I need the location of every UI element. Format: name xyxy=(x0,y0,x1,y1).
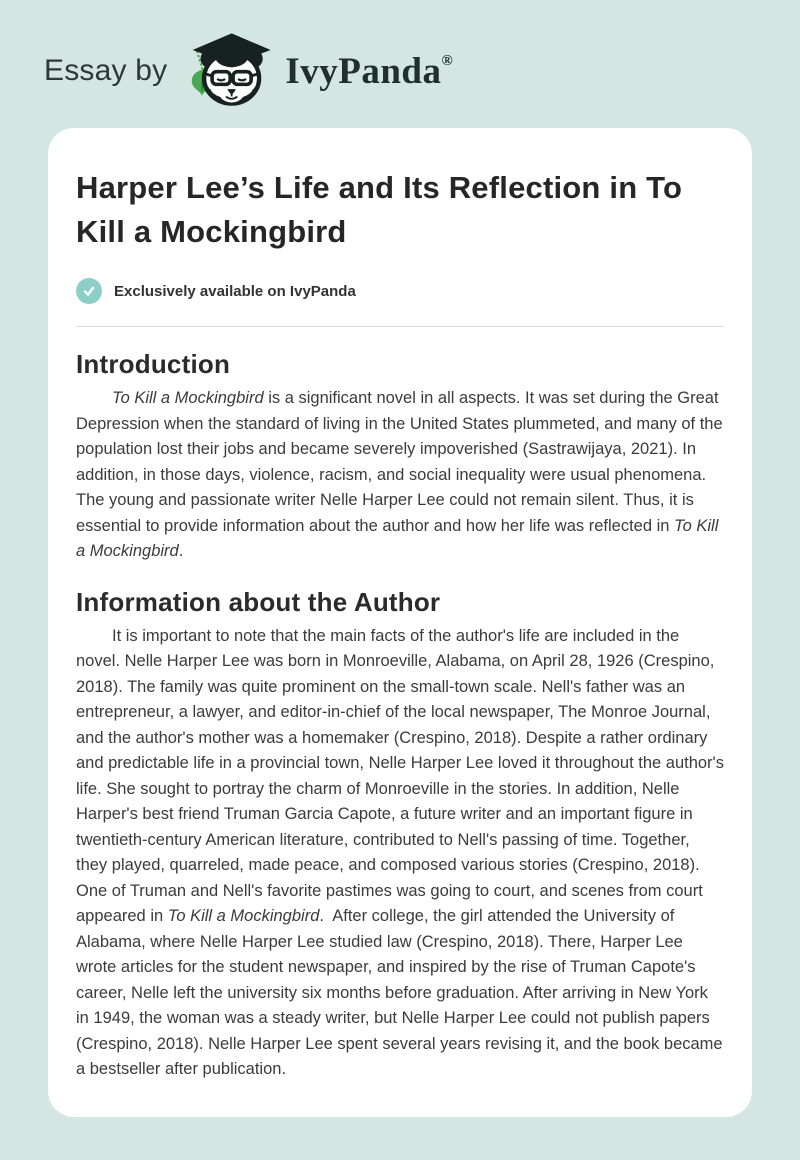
sections xyxy=(76,349,724,1083)
essay-section xyxy=(76,349,724,565)
essay-by-text: Essay by xyxy=(44,54,168,87)
availability-label: Exclusively available on IvyPanda xyxy=(114,282,356,300)
essay-section xyxy=(76,587,724,1083)
availability-badge xyxy=(76,278,724,304)
divider xyxy=(76,326,724,327)
essay-paragraph xyxy=(76,386,724,565)
section-heading: Introduction xyxy=(76,349,231,379)
essay-title: Harper Lee’s Life and Its Reflection in To Kill a Mockingbird xyxy=(76,170,683,249)
book-title-italic: To Kill a Mockingbird xyxy=(76,516,719,560)
text-run: . xyxy=(178,542,184,560)
check-icon xyxy=(76,278,102,304)
essay-paragraph xyxy=(76,624,724,1083)
brand-name xyxy=(285,50,453,93)
section-heading: Information about the Author xyxy=(76,586,441,617)
book-title-italic: To Kill a Mockingbird xyxy=(167,907,320,925)
panda-graduate-logo-icon xyxy=(181,28,275,114)
site-header xyxy=(0,0,800,112)
text-run: It is important to note that the main facts of the author's life are included in the novel. Nelle Harper Lee was born in Monroeville, Alabama, on April 28, 1926 (Crespino, 2018). The family was quite prominent on the small-town scale. Nell's father was an entrepreneur, a lawyer, and editor-in-chief of the local newspaper, The Monroe Journal, and the author's mother was a homemaker (Crespino, 2018). Despite a rather ordinary and predictable life in a provincial town, Nelle Harper Lee loved it throughout the author's life. She sought to portray the charm of Monroeville in the stories. In addition, Nelle Harper's best friend Truman Garcia Capote, a future writer and an important figure in twentieth-century American literature, contributed to Nell's passing of time. Together, they played, quarreled, made peace, and composed various stories (Crespino, 2018). One of Truman and Nell's favorite pastimes was going to court, and scenes from court appeared in xyxy=(76,626,724,925)
registered-mark: ® xyxy=(441,52,454,69)
content-card xyxy=(48,128,752,1117)
text-run: . After college, the girl attended the University of Alabama, where Nelle Harper Lee studied law (Crespino, 2018). There, Harper Lee wrote articles for the student newspaper, and inspired by the rise of Truman Capote's career, Nelle left the university six months before graduation. After arriving in New York in 1949, the woman was a steady writer, but Nelle Harper Lee could not publish papers (Crespino, 2018). Nelle Harper Lee spent several years revising it, and the book became a bestseller after publication. xyxy=(76,907,723,1078)
brand-text: IvyPanda xyxy=(285,50,442,92)
text-run: is a significant novel in all aspects. It was set during the Great Depression when the standard of living in the United States plummeted, and many of the population lost their jobs and became severely impoverished (Sastrawijaya, 2021). In addition, in those days, violence, racism, and social inequality were usual phenomena. The young and passionate writer Nelle Harper Lee could not remain silent. Thus, it is essential to provide information about the author and how her life was reflected in xyxy=(76,389,723,535)
book-title-italic: To Kill a Mockingbird xyxy=(112,389,264,407)
